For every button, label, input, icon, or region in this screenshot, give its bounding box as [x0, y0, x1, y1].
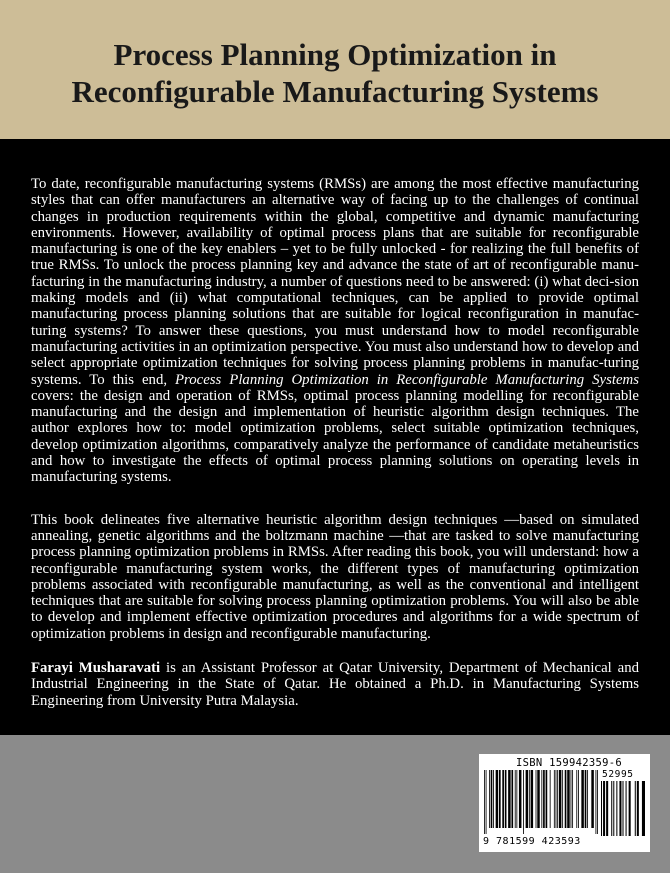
barcode-bar	[486, 770, 487, 834]
price-code: 52995	[602, 769, 634, 780]
barcode-bar	[554, 770, 555, 828]
barcode-bar	[511, 770, 513, 828]
barcode-bar	[637, 781, 639, 836]
barcode-bar	[523, 770, 524, 834]
barcode-bar	[606, 781, 608, 836]
barcode-bar	[546, 770, 548, 828]
barcode-bar	[499, 770, 501, 828]
barcode-bar	[585, 770, 587, 828]
barcode-bar	[537, 770, 540, 828]
barcode-bar	[505, 770, 507, 828]
barcode-bar	[572, 770, 573, 828]
barcode-bar	[576, 770, 577, 828]
barcode-bar	[502, 770, 504, 828]
barcode-bar	[484, 770, 485, 834]
barcode-bar	[519, 770, 522, 828]
barcode-bar	[629, 781, 631, 836]
barcode-bar	[491, 770, 493, 828]
barcode-bar	[567, 770, 570, 828]
barcode-bar	[489, 770, 490, 828]
cover-description	[31, 176, 639, 735]
barcode-bar	[571, 770, 572, 828]
barcode-bar	[559, 770, 562, 828]
book-title-line-1: Process Planning Optimization in	[113, 37, 557, 72]
barcode-bar	[587, 770, 588, 828]
barcode-bar	[543, 770, 545, 828]
book-title-line-2: Reconfigurable Manufacturing Systems	[71, 74, 599, 109]
book-title-italic: Process Planning Optimization in Reconfigurable Manufacturing Systems	[175, 371, 639, 388]
barcode-bar	[550, 770, 551, 828]
barcode-bar	[493, 770, 494, 828]
barcode-bar	[622, 781, 623, 836]
isbn-number: ISBN 159942359-6	[516, 757, 622, 769]
barcode-bar	[642, 781, 645, 836]
barcode-bar	[531, 770, 534, 828]
barcode-bar	[601, 781, 602, 836]
barcode-bar	[635, 781, 636, 836]
paragraph-1-text-end: covers: the design and operation of RMSs, optimal process planning modelling for reconfigurable manufacturing and the design and implementation of heuristic algorithm design techniques. The author explores how to: model optimization problems, select suitable optimization techniques, develop optimization algorithms, comparatively analyze the performance of candidate metaheuristics and how to investigate the effects of optimal process planning solutions on operating levels in manufacturing systems.	[31, 387, 639, 486]
author-bio	[31, 660, 639, 709]
barcode-bar	[619, 781, 621, 836]
barcode-bar	[515, 770, 516, 828]
barcode-bar	[616, 781, 617, 836]
book-title	[0, 36, 670, 110]
barcode-bar	[526, 770, 529, 828]
author-bio-text: is an Assistant Professor at Qatar University, Department of Mechanical and Industrial Engineering in the State of Qatar. He obtained a Ph.D. in Manufacturing Systems Engineering from University Putra Malaysia.	[31, 660, 640, 709]
barcode-bar	[626, 781, 627, 836]
title-band	[0, 0, 670, 139]
ean-number: 9 781599 423593	[483, 836, 581, 847]
barcode-bar	[565, 770, 567, 828]
isbn-barcode	[484, 770, 598, 836]
barcode-bar	[591, 770, 594, 828]
price-barcode	[601, 781, 645, 836]
barcode-bar	[529, 770, 530, 828]
barcode-bar	[516, 770, 517, 828]
barcode-bar	[611, 781, 612, 836]
barcode-bar	[496, 770, 499, 828]
barcode-bar	[556, 770, 557, 828]
barcode-bar	[541, 770, 542, 828]
barcode-bar	[562, 770, 563, 828]
barcode-bar	[508, 770, 511, 828]
barcode-bar	[557, 770, 558, 828]
barcode-bar	[578, 770, 579, 828]
barcode-bar	[581, 770, 584, 828]
barcode-bar	[596, 770, 597, 834]
barcode-bar	[536, 770, 537, 828]
description-paragraph-1	[31, 176, 639, 486]
barcode-bar	[603, 781, 605, 836]
barcode-bar	[597, 770, 598, 834]
paragraph-1-text-start: To date, reconfigurable manufacturing systems (RMSs) are among the most effective manufacturing styles that can offer manufacturers an alternative way of facing up to the challenges of continual changes in production requirements within the global, competitive and dynamic manufacturing environments. However, availability of optimal process plans that are suitable for reconfigurable manufacturing is one of the key enablers – yet to be fully unlocked - for realizing the full benefits of true RMSs. To unlock the process planning key and advance the state of art of reconfigurable manu-facturing in the manufacturing industry, a number of questions need to be answered: (i) what deci-sion making models and (ii) what computational techniques, can be applied to provide optimal manufacturing process planning solutions that are suitable for logical reconfiguration in manufac-turing systems? To answer these questions, you must understand how to model reconfigurable manufacturing activities in an optimization perspective. You must also understand how to develop and select appropriate optimization techniques for solving process planning problems in manufac-turing systems. To this end,	[31, 176, 639, 388]
author-name: Farayi Musharavati	[31, 660, 161, 677]
barcode-bar	[613, 781, 614, 836]
description-paragraph-2: This book delineates five alternative heuristic algorithm design techniques —based on simulated annealing, genetic algorithms and the boltzmann machine —that are tasked to solve manufacturing process planning optimization problems in RMSs. After reading this book, you will understand: how a reconfigurable manufacturing system works, the different types of manufacturing optimization problems associated with reconfigurable manufacturing, as well as the conventional and intelligent techniques that are suitable for solving process planning optimization problems. You will also be able to develop and implement effective optimization procedures and algorithms for a wide spectrum of optimization problems in design and reconfigurable manufacturing.	[31, 511, 639, 642]
